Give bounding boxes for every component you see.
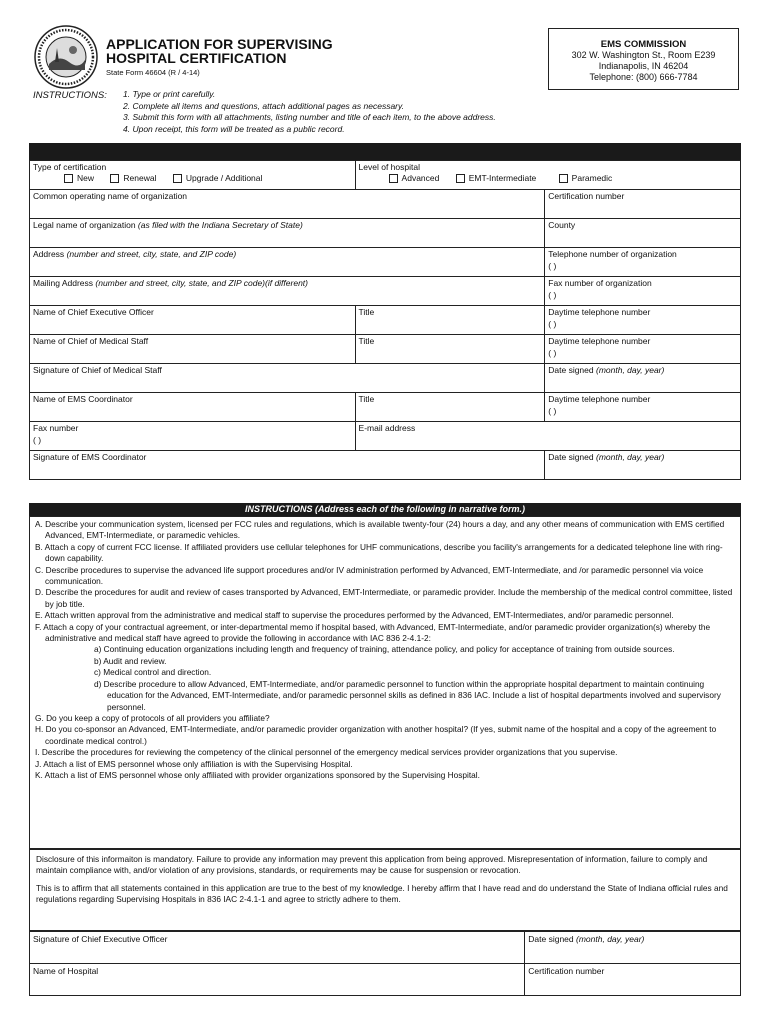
- list-item: A. Describe your communication system, licensed per FCC rules and regulations, which is available twenty-four (24) hours a day, and any other means of communication with EMS certified Advanced, EMT-Intermediate, or paramedic vehicles.: [35, 519, 725, 541]
- commission-address-box: EMS COMMISSION 302 W. Washington St., Room E239 Indianapolis, IN 46204 Telephone: (800) 666-7784: [548, 28, 739, 90]
- emt-intermediate-checkbox[interactable]: [456, 174, 465, 183]
- instructions-list: 1. Type or print carefully. 2. Complete all items and questions, attach additional pages as necessary. 3. Submit this form with all attachments, listing number and title of each item, to the above address. 4. Upon receipt, this form will be treated as a public record.: [123, 89, 496, 134]
- list-subitem: b) Audit and review.: [94, 655, 167, 666]
- county-field[interactable]: County: [545, 219, 741, 248]
- application-form-table: [29, 160, 741, 480]
- certification-number-field[interactable]: Certification number: [545, 190, 741, 219]
- list-item: C. Describe procedures to supervise the advanced life support procedures and/or IV administration performed by Advanced, EMT-Intermediate, and /or paramedic personnel via voice communication.: [35, 564, 704, 587]
- new-checkbox[interactable]: [64, 174, 73, 183]
- affirmation-paragraph: This is to affirm that all statements contained in this application are true to the best of my knowledge. I hereby affirm that I have read and do understand the State of Indiana official rules and regulations regarding Supervising Hospitals in 836 IAC 2-4.1-1 and agree to strictly adhere to them.: [36, 882, 728, 905]
- ems-coordinator-name-field[interactable]: Name of EMS Coordinator: [30, 393, 356, 422]
- ceo-title-field[interactable]: Title: [355, 306, 545, 335]
- section-divider-bar: [29, 143, 741, 160]
- list-item: G. Do you keep a copy of protocols of all providers you affiliate?: [35, 712, 270, 723]
- narrative-instructions-heading: INSTRUCTIONS (Address each of the following in narrative form.): [29, 503, 741, 516]
- address-field[interactable]: Address (number and street, city, state, and ZIP code): [30, 248, 545, 277]
- chief-medical-signature-field[interactable]: Signature of Chief of Medical Staff: [30, 364, 545, 393]
- ems-coordinator-date-field[interactable]: Date signed (month, day, year): [545, 451, 741, 480]
- ceo-signature-field[interactable]: Signature of Chief Executive Officer: [30, 932, 525, 964]
- disclosure-paragraph: Disclosure of this informaiton is mandatory. Failure to provide any information may prevent this application from being approved. Misrepresentation of information, failure to comply and maintain compliance with, and/or violation of any provisions, standards, or requirements may be cause for suspension or revocation.: [36, 854, 708, 876]
- chief-medical-staff-field[interactable]: Name of Chief of Medical Staff: [30, 335, 356, 364]
- list-item: K. Attach a list of EMS personnel whose only affiliated with provider organizations sponsored by the Supervising Hospital.: [35, 769, 480, 780]
- chief-medical-phone-field[interactable]: Daytime telephone number ( ): [545, 335, 741, 364]
- list-subitem: d) Describe procedure to allow Advanced, EMT-Intermediate, and/or paramedic personnel to function within the appropriate hospital department to maintain continuing education for the Advanced, EMT-Intermediate, and/or paramedic personnel skills as defined in 836 IAC. Include a list of hospital departments involved and supervisory personnel.: [94, 678, 721, 712]
- ems-coordinator-signature-field[interactable]: Signature of EMS Coordinator: [30, 451, 545, 480]
- list-item: F. Attach a copy of your contractual agreement, or inter-departmental memo if hospital based, with Advanced, EMT-Intermediate, and/or paramedic provider organization(s) whereby the administrative and medical staff have agreed to provide the following in accordance with IAC 836 2-4.1-2:: [35, 621, 711, 644]
- state-seal-icon: [33, 24, 99, 90]
- list-item: I. Describe the procedures for reviewing the competency of the clinical personnel of the emergency medical services provider organizations that you supervise.: [35, 747, 618, 758]
- org-fax-field[interactable]: Fax number of organization ( ): [545, 277, 741, 306]
- advanced-checkbox[interactable]: [389, 174, 398, 183]
- instructions-label: INSTRUCTIONS:: [33, 90, 107, 101]
- ems-coordinator-email-field[interactable]: E-mail address: [355, 422, 740, 451]
- ems-coordinator-title-field[interactable]: Title: [355, 393, 545, 422]
- signature-table: [29, 931, 741, 996]
- org-name-field[interactable]: Common operating name of organization: [30, 190, 545, 219]
- legal-name-field[interactable]: Legal name of organization (as filed with the Indiana Secretary of State): [30, 219, 545, 248]
- disclosure-statement: [29, 849, 741, 931]
- org-telephone-field[interactable]: Telephone number of organization ( ): [545, 248, 741, 277]
- state-form-number: State Form 46604 (R / 4-14): [106, 68, 200, 77]
- form-title: APPLICATION FOR SUPERVISING HOSPITAL CERTIFICATION: [106, 36, 333, 66]
- hospital-name-field[interactable]: Name of Hospital: [30, 964, 525, 996]
- chief-medical-date-field[interactable]: Date signed (month, day, year): [545, 364, 741, 393]
- ems-coordinator-fax-field[interactable]: Fax number ( ): [30, 422, 356, 451]
- level-of-hospital-field: Level of hospital Advanced EMT-Intermediate Paramedic: [355, 161, 740, 190]
- list-item: J. Attach a list of EMS personnel whose only affiliation is with the Supervising Hospital.: [35, 758, 353, 769]
- list-item: E. Attach written approval from the administrative and medical staff to supervise the procedures performed by the Advanced, EMT-Intermediates, and/or paramedic personnel.: [35, 610, 674, 621]
- paramedic-checkbox[interactable]: [559, 174, 568, 183]
- ceo-phone-field[interactable]: Daytime telephone number ( ): [545, 306, 741, 335]
- list-subitem: a) Continuing education organizations including length and frequency of training, attendance policy, and policy for acceptance of training from outside sources.: [94, 644, 675, 655]
- list-item: H. Do you co-sponsor an Advanced, EMT-Intermediate, and/or paramedic provider organization with another hospital? (If yes, submit name of the hospital and a copy of the agreement to coordinate medical control.): [35, 724, 717, 746]
- mailing-address-field[interactable]: Mailing Address (number and street, city, state, and ZIP code)(if different): [30, 277, 545, 306]
- list-item: B. Attach a copy of current FCC license. If affiliated providers use cellular telephones for UHF communications, describe you facility's arrangements for a dedicated telephone line with ring-down capability.: [35, 541, 723, 564]
- ems-coordinator-phone-field[interactable]: Daytime telephone number ( ): [545, 393, 741, 422]
- chief-medical-title-field[interactable]: Title: [355, 335, 545, 364]
- upgrade-checkbox[interactable]: [173, 174, 182, 183]
- type-of-certification-field: Type of certification New Renewal Upgrade / Additional: [30, 161, 356, 190]
- ceo-name-field[interactable]: Name of Chief Executive Officer: [30, 306, 356, 335]
- list-subitem: c) Medical control and direction.: [94, 667, 212, 678]
- list-item: D. Describe the procedures for audit and review of cases transported by Advanced, EMT-Intermediate, or paramedic provider. Include the membership of the medical control committee, listed by job title.: [35, 587, 733, 609]
- narrative-instructions-list: [29, 516, 741, 849]
- hospital-certification-number-field[interactable]: Certification number: [525, 964, 741, 996]
- ceo-date-signed-field[interactable]: Date signed (month, day, year): [525, 932, 741, 964]
- renewal-checkbox[interactable]: [110, 174, 119, 183]
